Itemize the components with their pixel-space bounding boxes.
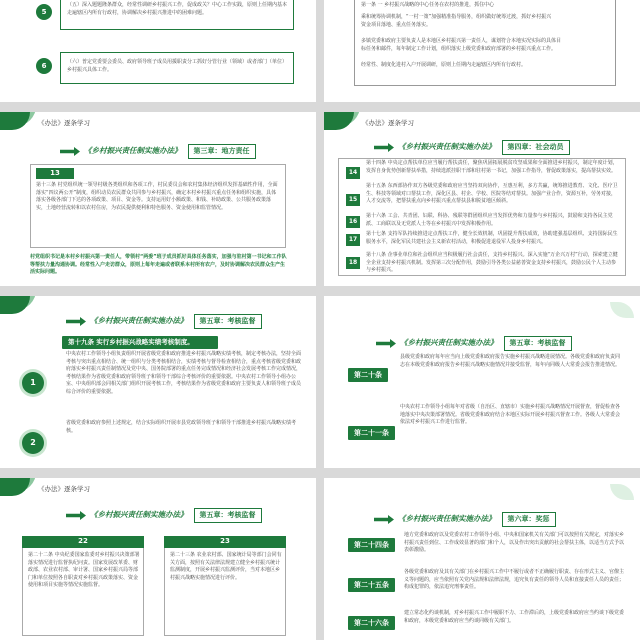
item-text-6: （六）普定党委要会委员、政府领导班子成员用援职责分工抓好分管行业（领域）或者部门（单位）乡村振兴具体工作。 xyxy=(67,59,288,73)
article-label-20: 第二十条 xyxy=(348,368,388,382)
slide-tag: 《办法》逐条学习 xyxy=(362,119,414,127)
article-text-25: 各级党委和政府及其有关部门在乡村振兴工作中不履行或者不正确履行职责、存在形式主义、官僚主义等问题的，应当依照有关党内法规和法律法规，追究负有责任的领导人员和直接责任人员的责任；构成犯罪的，依法追究刑事责任。 xyxy=(404,569,625,590)
text-frame xyxy=(354,0,616,86)
article-body: 第十三条 村党组织统一领导村级各类组织和各项工作，村民委员会和农村集体经济组织发挥基础性作用，全面落实“四议两公开”制度，组织动员农民群众共同参与乡村振兴，确定本村乡村振兴重点任务和组织实施，具体落实各级各部门下达的各项政策、项目、资金等。支持运用好小额政策、和钱、补助政策、公共服务政策落实，土地经营流转和以农村住房，为农民提供便利和特色服务、资金使用和监管情况。 xyxy=(36,182,278,211)
article-num-14: 14 xyxy=(346,167,360,179)
slide-tag: 《办法》逐条学习 xyxy=(38,119,90,127)
card-number-22: 22 xyxy=(22,536,144,548)
card-number-23: 23 xyxy=(164,536,286,548)
slide-title: 《乡村振兴责任制实施办法》 xyxy=(90,510,188,520)
article-heading: 第十九条 实行乡村振兴战略实绩考核制度。 xyxy=(62,336,218,349)
leaf-decoration xyxy=(610,302,634,318)
line-6: 经常性、制度化进村入户开展调研，原则上任期内走遍辖区内所有行政村。 xyxy=(361,62,527,68)
line-3: 资金项目落地、重点任务落实。 xyxy=(361,22,432,28)
card-text-22: 第二十二条 中央纪委国家监委对乡村振兴决策部署落实情况进行监督执纪问责。国家发展改革委、财政部、农业农村部、审计署、国家乡村振兴局等部门和单位按照各自职责对乡村振兴政策落实、资金使用和项目实施等情况实施监督。 xyxy=(28,552,140,588)
article-text-18: 第十八条 企事业单位和社会组织应当积极履行社会责任，支持乡村振兴。深入实施“万企兴万村”行动，探索建立健全企业支持乡村振兴机制。发挥第三次分配作用，鼓励引导各类公益慈善资金支持乡村振兴，鼓励公民个人主动参与乡村振兴。 xyxy=(366,252,618,273)
article-num-18: 18 xyxy=(346,257,360,269)
arrow-icon xyxy=(66,511,86,520)
arrow-icon xyxy=(376,339,396,348)
article-text-17: 第十七条 支持军队持续推进定点帮扶工作，健全长效机制，巩固提升帮扶成效，协助建强基层组织、支持国际民生服务水平，深化军民共建社会主义新农村活动，积极促进退役军人投身乡村振兴。 xyxy=(366,231,618,245)
article-num-16: 16 xyxy=(346,216,360,228)
leaf-decoration xyxy=(610,484,634,500)
line-1: 第一条 一 乡村振兴战略的中心任务在农村的推进，抓住中心 xyxy=(361,2,495,8)
slide-7[interactable] xyxy=(0,478,316,640)
article-text-26: 建立常态化约谈机制，对乡村振兴工作中履职不力、工作滞后的，上级党委和政府应当约谈下级党委和政府，本级党委和政府应当约谈同级有关部门。 xyxy=(404,610,625,624)
article-text-21: 中央农村工作领导小组每年对省级（自治区、直辖市）实施乡村振兴战略情况开展督查，督促检查各地落实中央决策部署情况。省级党委和政府结合本地区实际开展乡村振兴督查工作。各级人大常委会依法对乡村振兴工作进行监督。 xyxy=(400,404,621,425)
article-num-15: 15 xyxy=(346,194,360,206)
arrow-icon xyxy=(374,515,394,524)
line-4: 多镇党委和政府主要负责人是本地区乡村振兴第一责任人，谋划符合本地实况实际的具体目 xyxy=(361,38,562,44)
slide-title: 《乡村振兴责任制实施办法》 xyxy=(398,142,496,152)
slide-1[interactable] xyxy=(0,0,316,102)
chapter-badge: 第六章：奖惩 xyxy=(502,512,556,526)
arrow-icon xyxy=(66,317,86,326)
point-text-2: 省级党委和政府参照上述规定，结合实际组织开展市县党政领导班子和领导干部推进乡村振兴战略实绩考核。 xyxy=(66,420,297,434)
leaf-logo xyxy=(0,112,30,130)
card-23 xyxy=(164,536,286,636)
article-text-15: 第十五条 东西部协作双方各级党委和政府应当坚持双向协作，互惠互利，多方共赢，统筹推进教育、文化、医疗卫生、科技等领域对口帮扶工作，深化区县、村企、学校、医院等结对帮扶。加强产业合作，资源互补，劳务对接，人才交流等，把帮扶重点向乡村振兴重点帮扶县和脱贫地区倾斜。 xyxy=(366,183,618,204)
slide-title: 《乡村振兴责任制实施办法》 xyxy=(398,514,496,524)
slide-title: 《乡村振兴责任制实施办法》 xyxy=(400,338,498,348)
article-label-24: 第二十四条 xyxy=(348,538,395,552)
slide-3[interactable] xyxy=(0,112,316,286)
article-label-25: 第二十五条 xyxy=(348,578,395,592)
line-2: 乘和统筹协调机制，“一村一策”加强精准指导服务，组织做好统筹过渡，抓好乡村振兴 xyxy=(361,14,552,20)
point-number-2: 2 xyxy=(22,432,44,454)
slide-4[interactable] xyxy=(324,112,640,286)
slide-tag: 《办法》逐条学习 xyxy=(38,485,90,493)
slide-title: 《乡村振兴责任制实施办法》 xyxy=(84,146,182,156)
article-text-24: 地方党委和政府以及党委农村工作领导小组、中央和国家机关有关部门可以按照有关规定，对落实乡村振兴责任到位、工作成效显著的部门和个人，以及作出突出贡献的社会帮扶主体，以适当方式予以表彰激励。 xyxy=(404,532,625,553)
chapter-badge: 第五章：考核监督 xyxy=(194,508,262,522)
slide-6[interactable] xyxy=(324,296,640,468)
article-label-26: 第二十六条 xyxy=(348,616,395,630)
point-number-1: 1 xyxy=(22,372,44,394)
leaf-logo xyxy=(0,296,30,314)
chapter-badge: 第五章：考核监督 xyxy=(194,314,262,328)
article-text-20: 县级党委和政府每年应当向上级党委和政府报告实施乡村振兴战略进展情况。各级党委和政府负责同志在本级党委和政府报告乡村振兴战略实施情况并接受监督，每年向同级人大常委会报告推进情况。 xyxy=(400,354,621,368)
article-text-16: 第十六条 工会、共青团、妇联、科协、残联等群团组织应当发挥优势和力量参与乡村振兴，鼓励和支持各民主党派、工商联以及无党派人士等在乡村振兴中发挥积极作用。 xyxy=(366,213,613,227)
line-5: 标任务和邮件，每年制定工作计划，组织落实上级党委和政府部署的乡村振兴重点工作。 xyxy=(361,46,557,52)
article-text-14: 第十四条 中央定点帮扶单位应当履行帮扶责任，聚焦巩固拓展脱贫攻坚成果和全面推进乡村振兴，制定年度计划，发挥自身优势创新帮扶举措，持续选派挂职干部和驻村第一书记，加强工作指导，督促政策落实，提高帮扶实效。 xyxy=(366,160,618,174)
card-text-23: 第二十三条 农业农村部、国家统计局等部门会同有关方面，按照有关法律法规建立健全乡村振兴统计监测制度，开展乡村振兴监测评价，当对本地区乡村振兴战略实施情况进行评价。 xyxy=(170,552,282,581)
article-number: 13 xyxy=(36,168,74,179)
item-text-5: （五）深入题题隆条群众，经常性调研乡村振兴工作，促成政关？中心工作实践，原则上任期内基本走遍辖区内所有行政村，协调解决乡村振兴推进中的困难问题。 xyxy=(67,2,288,16)
chapter-badge: 第四章：社会动员 xyxy=(502,140,570,154)
article-num-17: 17 xyxy=(346,234,360,246)
arrow-icon xyxy=(374,143,394,152)
item-box-6 xyxy=(60,52,294,84)
slide-5[interactable] xyxy=(0,296,316,468)
slide-8[interactable] xyxy=(324,478,640,640)
article-note: 村党组织书记是本村乡村振兴第一责任人，带领村“两委”班子成员抓好具体任务落实，加强与驻村第一书记和工作队等帮扶力量沟通协调。经常性入户走访群众，原则上每年走遍或者联系本村所有农户，及时协调解决农民群众生产生活实际问题。 xyxy=(30,254,287,275)
article-label-21: 第二十一条 xyxy=(348,426,395,440)
point-text-1: 中央农村工作领导小组负责组织开展省级党委和政府推进乡村振兴战略实绩考核，制定考核办法，坚持全面考核与突出重点相结合、统一组织与分类考核相结合，实绩考核与督导检查相结合，重点考核省级党委和政府落实乡村振兴责任制情况及党中央、国务院部署的重点任务完成情况和经济社会发展考核工作完成情况，考核结果作为省级党委和政府领导班子和领导干部综合考核评价的重要依据。中央农村工作领导小组办公室、中央组织部会同相关部门组织开展考核工作，考核结果作为省级党委和政府主要负责人和领导班子成员综合评价的重要依据。 xyxy=(66,351,302,395)
slide-title: 《乡村振兴责任制实施办法》 xyxy=(90,316,188,326)
arrow-icon xyxy=(60,147,80,156)
leaf-logo xyxy=(0,478,30,496)
chapter-badge: 第五章：考核监督 xyxy=(504,336,572,350)
item-number-5: 5 xyxy=(36,4,52,20)
item-number-6: 6 xyxy=(36,58,52,74)
slide-2[interactable] xyxy=(324,0,640,102)
leaf-logo xyxy=(324,112,354,130)
item-box-5 xyxy=(60,0,294,30)
chapter-badge: 第三章：地方责任 xyxy=(188,144,256,158)
